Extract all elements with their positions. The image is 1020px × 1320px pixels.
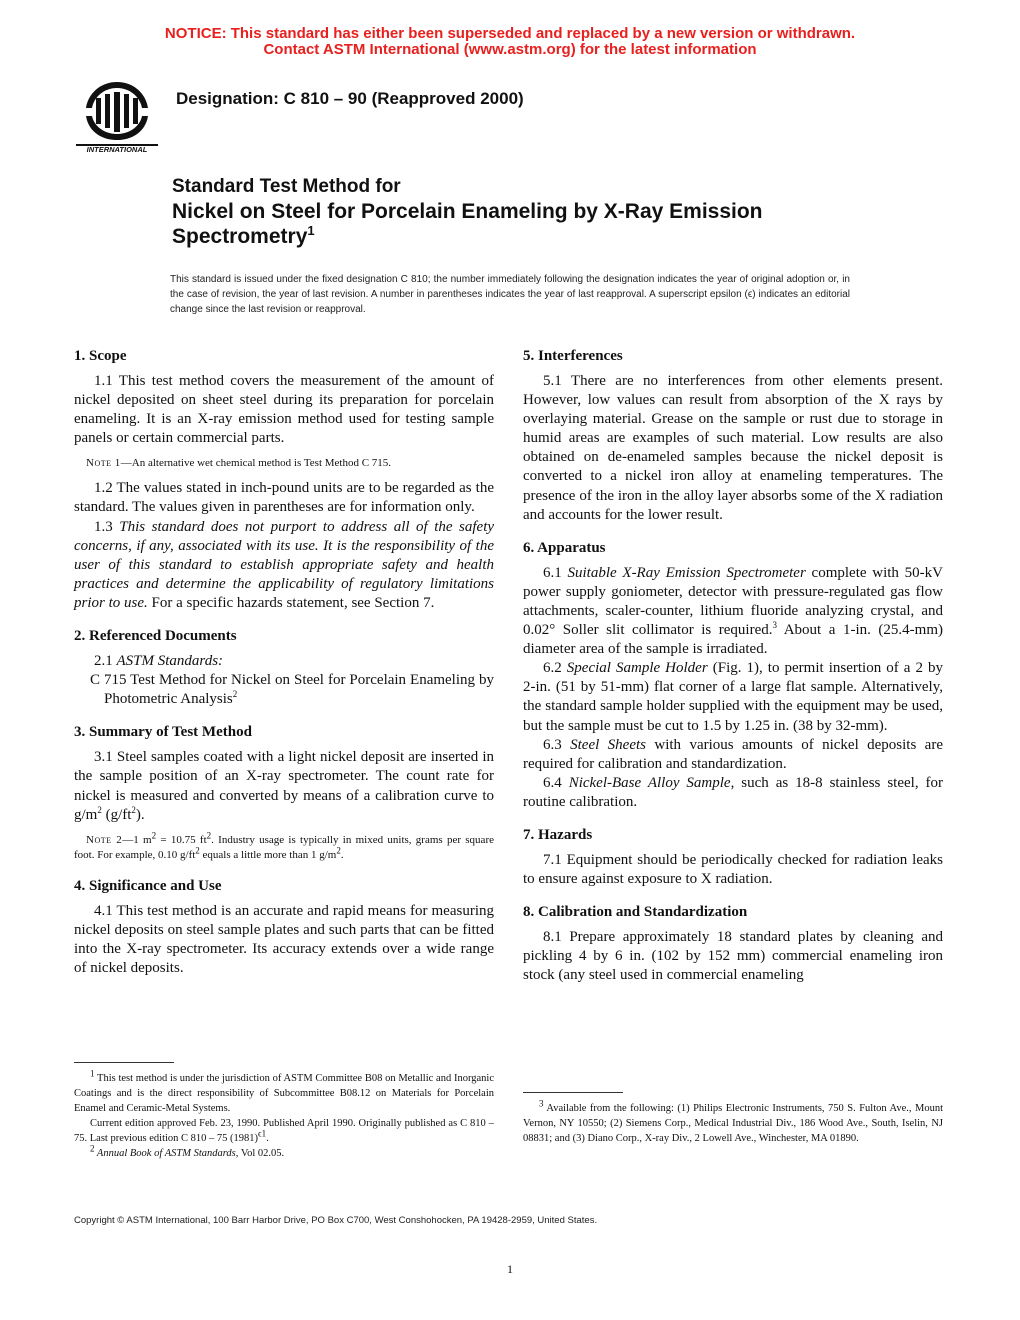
note-2-a: —1 m xyxy=(122,833,152,846)
copyright-line: Copyright © ASTM International, 100 Barr Harbor Drive, PO Box C700, West Conshohocken, PA 19428-2959, United States. xyxy=(74,1215,598,1226)
footnote-3-text: Available from the following: (1) Philips Electronic Instruments, 750 S. Fulton Ave., Mount Vernon, NY 10550; (2) Siemens Corp., Medical Industrial Div., 186 Wood Ave., South, Iselin, NJ 08831; and (3) Diano Corp., X-ray Div., 2 Lowell Ave., Winchester, MA 01890. xyxy=(523,1103,943,1144)
footnote-2-mark: 2 xyxy=(90,1143,95,1154)
para-3-1 xyxy=(74,748,494,824)
para-3-1-text: 3.1 Steel samples coated with a light nickel deposit are inserted in the sample position of an X-ray spectrometer. The count rate for nickel is measured and converted by means of a calibration curve to g/m xyxy=(74,749,494,823)
withdrawal-notice xyxy=(0,26,1020,58)
para-1-2: 1.2 The values stated in inch-pound units are to be regarded as the standard. The values given in parentheses are for information only. xyxy=(74,480,494,516)
para-8-1: 8.1 Prepare approximately 18 standard plates by cleaning and pickling 4 by 6 in. (102 by 152 mm) commercial enameling iron stock (any steel used in commercial enameling xyxy=(523,929,943,984)
footnote-1-epsilon: ϵ1 xyxy=(258,1128,267,1139)
footnote-2-italic: Annual Book of ASTM Standards xyxy=(94,1148,236,1159)
note-2-b: = 10.75 ft xyxy=(156,833,207,846)
section-3-heading: 3. Summary of Test Method xyxy=(74,724,252,741)
footnote-1-edition-end: . xyxy=(266,1133,269,1144)
para-2-1 xyxy=(74,652,494,671)
para-1-3 xyxy=(74,518,494,613)
reference-c715-sup: 2 xyxy=(232,689,238,700)
note-2-sup4: 2 xyxy=(336,845,341,856)
para-1-1: 1.1 This test method covers the measurement of the amount of nickel deposited on sheet steel during its preparation for porcelain enameling. It is an X-ray emission method used for testing sample panels or certain commercial parts. xyxy=(74,373,494,447)
reference-c715-text: C 715 Test Method for Nickel on Steel for Porcelain Enameling by Photometric Analysis xyxy=(90,672,494,708)
designation: Designation: C 810 – 90 (Reapproved 2000) xyxy=(176,89,524,108)
note-1 xyxy=(74,456,494,471)
para-1-3-rest: For a specific hazards statement, see Section 7. xyxy=(147,594,435,611)
note-2-sup3: 2 xyxy=(195,845,200,856)
footnote-1-mark: 1 xyxy=(90,1068,95,1079)
left-column xyxy=(74,347,494,978)
note-2 xyxy=(74,830,494,863)
notice-line-2: Contact ASTM International (www.astm.org) for the latest information xyxy=(263,41,757,58)
para-6-2-num: 6.2 xyxy=(543,660,567,677)
footnote-1-text: This test method is under the jurisdiction of ASTM Committee B08 on Metallic and Inorganic Coatings and is the direct responsibility of Subcommittee B08.12 on Materials for Porcelain Enamel and Ceramic-Metal Systems. xyxy=(74,1073,494,1114)
astm-logo-graphic xyxy=(72,76,162,154)
para-6-1 xyxy=(523,564,943,659)
footnotes-right xyxy=(523,1098,943,1146)
para-6-1-rest: complete with 50-kV power supply goniometer, detector with pressure-regulated gas flow attachments, scaler-counter, lithium fluoride analyzing crystal, and 0.02° Soller slit collimator is required. xyxy=(523,564,943,639)
para-6-4-num: 6.4 xyxy=(543,774,569,791)
right-column xyxy=(523,347,943,985)
note-2-c: . Industry usage is typically in mixed units, grams per square foot. For example, 0.10 g/ft xyxy=(74,833,494,861)
note-2-sup2: 2 xyxy=(206,830,212,841)
para-2-1-italic: ASTM Standards: xyxy=(116,653,224,670)
astm-logo xyxy=(72,76,162,154)
section-6-heading: 6. Apparatus xyxy=(523,539,606,556)
title-footnote-mark: 1 xyxy=(307,223,315,238)
note-2-e: . xyxy=(340,848,344,861)
note-2-d: equals a little more than 1 g/m xyxy=(199,848,337,861)
note-2-label: Note 2 xyxy=(86,833,123,846)
note-1-label: Note 1 xyxy=(86,457,121,470)
para-6-1-end: About a 1-in. (25.4-mm) diameter area of the sample is irradiated. xyxy=(523,622,943,658)
para-4-1: 4.1 This test method is an accurate and rapid means for measuring nickel deposits on steel sample plates and such parts that can be fitted into the X-ray spectrometer. Its accuracy extends over a wide range of nickel deposits. xyxy=(74,902,494,976)
para-6-2-italic: Special Sample Holder xyxy=(566,660,708,677)
para-6-3-rest: with various amounts of nickel deposits are required for calibration and standardization. xyxy=(523,736,943,772)
footnote-rule-right xyxy=(523,1092,623,1093)
section-4-heading: 4. Significance and Use xyxy=(74,877,222,894)
para-6-4-italic: Nickel-Base Alloy Sample xyxy=(568,774,731,791)
footnote-rule-left xyxy=(74,1062,174,1063)
section-2-heading: 2. Referenced Documents xyxy=(74,628,237,645)
para-6-4-rest: , such as 18-8 stainless steel, for routine calibration. xyxy=(523,774,943,810)
para-6-1-num: 6.1 xyxy=(543,564,568,581)
para-1-3-num: 1.3 xyxy=(94,518,120,535)
reference-c715 xyxy=(74,671,494,709)
note-2-sup1: 2 xyxy=(151,830,157,841)
section-7-heading: 7. Hazards xyxy=(523,826,593,843)
para-7-1: 7.1 Equipment should be periodically checked for radiation leaks to ensure against exposure to X radiation. xyxy=(523,851,943,888)
para-6-2 xyxy=(523,659,943,735)
para-6-2-rest: (Fig. 1), to permit insertion of a 2 by 2-in. (51 by 51-mm) flat corner of a large flat sample. Alternatively, the standard sample holder supplied with the equipment may be used, but the sample must be cut to 1.5 by 1.25 in. (38 by 32-mm). xyxy=(523,660,944,734)
footnote-2 xyxy=(74,1143,494,1161)
para-3-1-sup1: 2 xyxy=(97,804,102,815)
footnote-2-rest: , Vol 02.05. xyxy=(235,1148,285,1159)
para-2-1-num: 2.1 xyxy=(94,653,117,670)
footnote-1-edition-text: Current edition approved Feb. 23, 1990. Published April 1990. Originally published as C 810 – 75. Last previous edition C 810 – 75 (1981) xyxy=(74,1118,494,1144)
section-5-heading: 5. Interferences xyxy=(523,348,623,364)
para-3-1-mid: (g/ft xyxy=(101,806,132,823)
para-1-3-italic: This standard does not purport to address all of the safety concerns, if any, associated with its use. It is the responsibility of the user of this standard to establish appropriate safety and health practices and determine the applicability of regulatory limitations prior to use. xyxy=(74,518,495,611)
section-8-heading: 8. Calibration and Standardization xyxy=(523,904,748,921)
document-title xyxy=(172,199,872,249)
para-5-1: 5.1 There are no interferences from other elements present. However, low values can result from absorption of the X rays by overlaying material. Grease on the sample or rust due to storage in humid areas are examples of such material. Low results are also obtained on de-enameled samples because the nickel deposit is converted to a nickel iron alloy at enameling temperatures. The presence of the iron in the alloy layer absorbs some of the X radiation and accounts for the lower result. xyxy=(523,373,943,523)
para-6-3-italic: Steel Sheets xyxy=(570,736,646,753)
notice-line-1: NOTICE: This standard has either been superseded and replaced by a new version or withdrawn. xyxy=(164,25,856,42)
footnote-1 xyxy=(74,1068,494,1116)
title-text: Nickel on Steel for Porcelain Enameling by X-Ray Emission Spectrometry xyxy=(172,200,763,248)
issuance-statement: This standard is issued under the fixed designation C 810; the number immediately following the designation indicates the year of original adoption or, in the case of revision, the year of last revision. A number in parentheses indicates the year of last reapproval. A superscript epsilon (ϵ) indicates an editorial change since the last revision or reapproval. xyxy=(170,274,850,315)
para-6-1-sup: 3 xyxy=(772,620,778,631)
footnote-1-edition xyxy=(74,1116,494,1146)
footnotes-left xyxy=(74,1068,494,1161)
title-prefix: Standard Test Method for xyxy=(172,176,401,197)
note-1-text: —An alternative wet chemical method is Test Method C 715. xyxy=(120,457,392,470)
para-3-1-end: ). xyxy=(135,806,145,823)
page-number: 1 xyxy=(507,1262,513,1276)
para-6-3 xyxy=(523,736,943,774)
para-6-3-num: 6.3 xyxy=(543,736,571,753)
para-6-4 xyxy=(523,774,943,812)
logo-subtitle: INTERNATIONAL xyxy=(86,145,148,154)
para-6-1-italic: Suitable X-Ray Emission Spectrometer xyxy=(567,564,806,581)
footnote-3-mark: 3 xyxy=(539,1098,544,1109)
footnote-3 xyxy=(523,1098,943,1146)
section-1-heading: 1. Scope xyxy=(74,348,127,364)
para-3-1-sup2: 2 xyxy=(131,804,136,815)
